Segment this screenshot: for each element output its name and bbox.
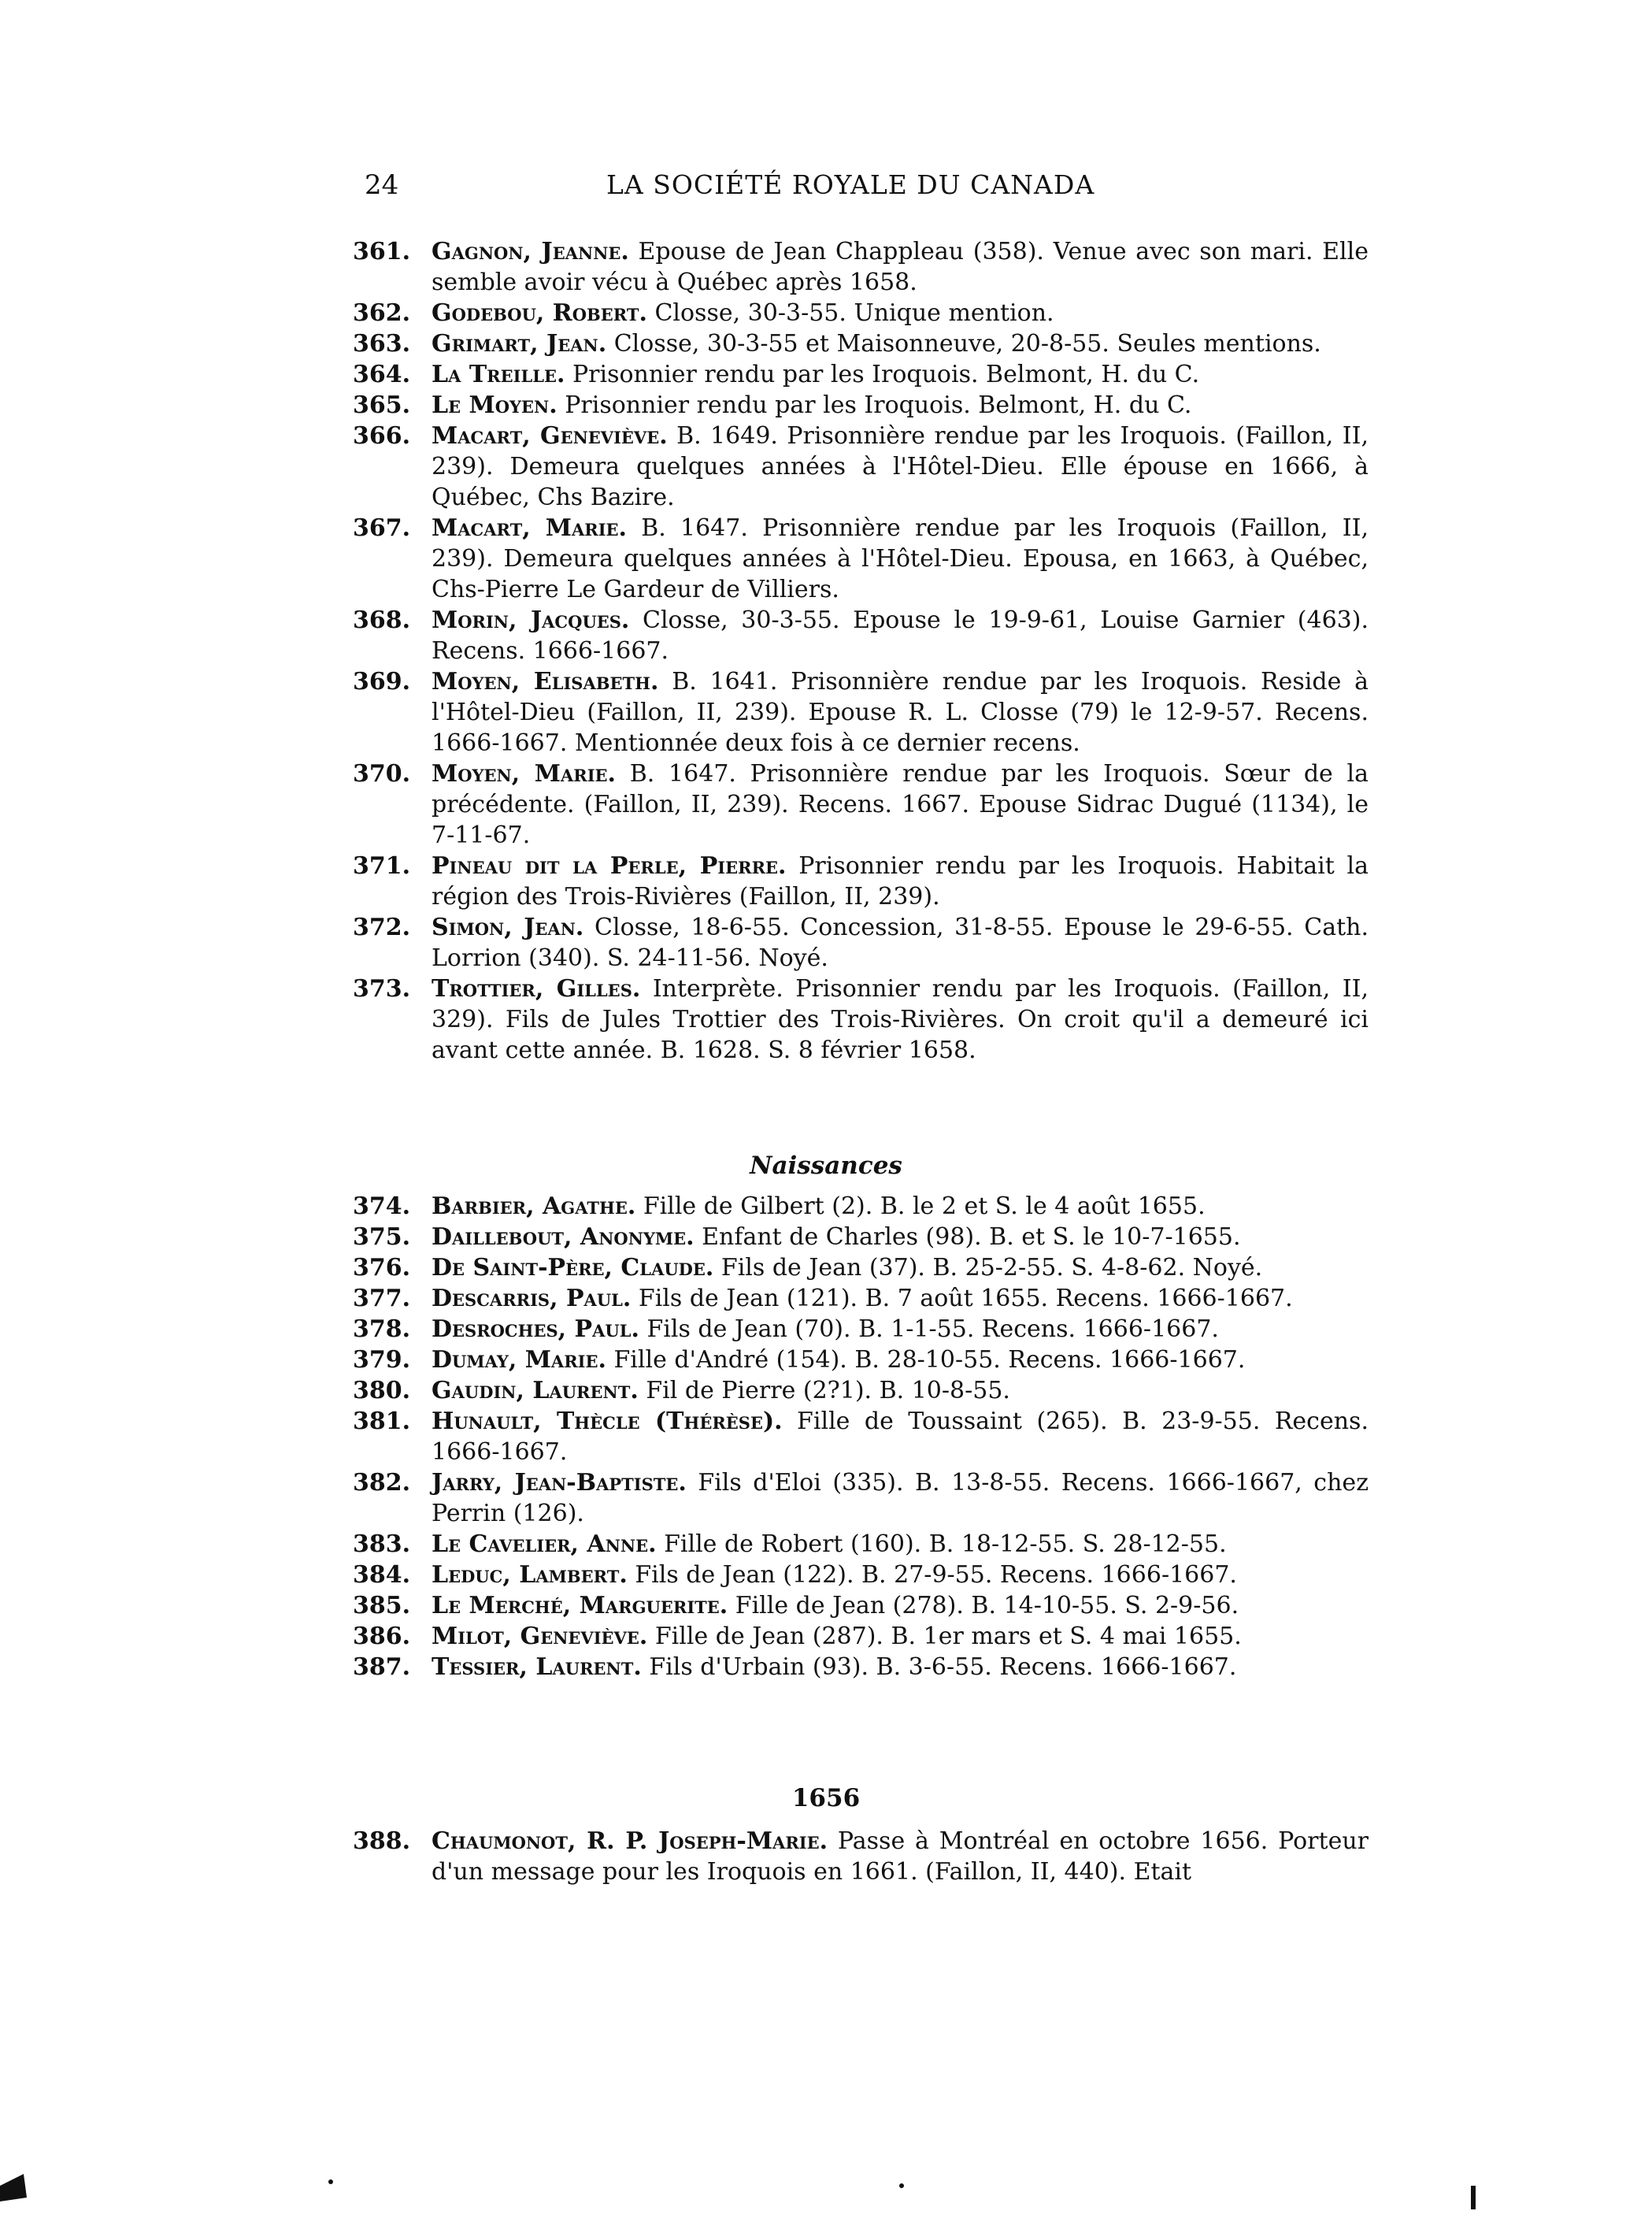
entry-name: Milot, Geneviève. [432,1623,648,1650]
entry-number: 377. [353,1285,411,1312]
entry-name: Macart, Marie. [432,514,628,542]
entry-name: Le Moyen. [432,391,557,419]
entry-name: Jarry, Jean-Baptiste. [432,1469,687,1497]
entry-number: 375. [353,1223,411,1251]
scan-speck [1471,2186,1476,2209]
entry-text: Fils d'Eloi (335). B. 13-8-55. Recens. 1666-1667, chez Perrin (126). [432,1469,1369,1527]
entry-name: Tessier, Laurent. [432,1653,642,1681]
entry-number: 369. [353,668,411,695]
entry-number: 363. [353,330,411,358]
entry-text: Fils de Jean (121). B. 7 août 1655. Recens. 1666-1667. [631,1285,1293,1312]
entry-text: Prisonnier rendu par les Iroquois. Belmont, H. du C. [565,361,1200,388]
entry-text: Fils de Jean (122). B. 27-9-55. Recens. 1666-1667. [627,1561,1237,1589]
entry-name: Daillebout, Anonyme. [432,1223,695,1251]
scan-speck [899,2183,904,2188]
entry-number: 387. [353,1653,411,1681]
entry-text: B. 1641. Prisonnière rendue par les Iroquois. Reside à l'Hôtel-Dieu (Faillon, II, 239). Epouse R. L. Closse (79) le 12-9-57. Recens. 1666-1667. Mentionnée deux fois à ce dernier recens. [432,668,1369,757]
entry-number: 382. [353,1469,411,1497]
entry-text: Fils de Jean (70). B. 1-1-55. Recens. 1666-1667. [639,1315,1219,1343]
entry-name: Gaudin, Laurent. [432,1377,639,1404]
entry-number: 373. [353,975,411,1003]
entry-number: 372. [353,914,411,941]
entry-text: Fille de Jean (278). B. 14-10-55. S. 2-9-56. [728,1592,1239,1619]
entry-name: Simon, Jean. [432,914,584,941]
entry-name: Godebou, Robert. [432,299,647,327]
entry-number: 385. [353,1592,411,1619]
entry-name: Moyen, Marie. [432,760,617,788]
entry-text: Closse, 30-3-55 et Maisonneuve, 20-8-55. Seules mentions. [606,330,1321,358]
entry-text: B. 1649. Prisonnière rendue par les Iroquois. (Faillon, II, 239). Demeura quelques années à l'Hôtel-Dieu. Elle épouse en 1666, à Québec, Chs Bazire. [432,422,1369,511]
page-number: 24 [365,169,399,201]
entry-number: 374. [353,1193,411,1220]
entry-text: Fille de Gilbert (2). B. le 2 et S. le 4 août 1655. [635,1193,1206,1220]
entry-name: Dumay, Marie. [432,1346,606,1374]
entry-name: Leduc, Lambert. [432,1561,628,1589]
entry-number: 380. [353,1377,411,1404]
entry-text: Fille de Robert (160). B. 18-12-55. S. 28-12-55. [656,1530,1227,1558]
entry-text: Prisonnier rendu par les Iroquois. Habitait la région des Trois-Rivières (Faillon, II, 239). [432,852,1369,911]
entry-text: Enfant de Charles (98). B. et S. le 10-7-1655. [694,1223,1241,1251]
entry-name: Grimart, Jean. [432,330,607,358]
entry-text: B. 1647. Prisonnière rendue par les Iroquois (Faillon, II, 239). Demeura quelques années à l'Hôtel-Dieu. Epousa, en 1663, à Québec, Chs-Pierre Le Gardeur de Villiers. [432,514,1369,603]
entry-text: Fille d'André (154). B. 28-10-55. Recens. 1666-1667. [606,1346,1246,1374]
entry-name: Chaumonot, R. P. Joseph-Marie. [432,1827,828,1855]
entry-text: Fille de Jean (287). B. 1er mars et S. 4 mai 1655. [647,1623,1242,1650]
entry-number: 376. [353,1254,411,1282]
entry-number: 366. [353,422,411,450]
entry-text: Closse, 18-6-55. Concession, 31-8-55. Epouse le 29-6-55. Cath. Lorrion (340). S. 24-11-56. Noyé. [432,914,1369,972]
entry-text: Fils d'Urbain (93). B. 3-6-55. Recens. 1666-1667. [641,1653,1237,1681]
entry-number: 367. [353,514,411,542]
entry-name: Macart, Geneviève. [432,422,668,450]
entry-number: 378. [353,1315,411,1343]
entry-text: Fille de Toussaint (265). B. 23-9-55. Recens. 1666-1667. [432,1408,1369,1466]
year-heading: 1656 [791,1784,861,1812]
entry-text: Interprète. Prisonnier rendu par les Iroquois. (Faillon, II, 329). Fils de Jules Trottier des Trois-Rivières. On croit qu'il a demeuré ici avant cette année. B. 1628. S. 8 février 1658. [432,975,1369,1064]
entry-number: 384. [353,1561,411,1589]
entry-text: Fils de Jean (37). B. 25-2-55. S. 4-8-62. Noyé. [713,1254,1263,1282]
entry-text: Closse, 30-3-55. Epouse le 19-9-61, Louise Garnier (463). Recens. 1666-1667. [432,606,1369,665]
entry-number: 368. [353,606,411,634]
entry-number: 383. [353,1530,411,1558]
scan-speck [0,2174,27,2201]
entry-name: Trottier, Gilles. [432,975,641,1003]
entry-name: Moyen, Elisabeth. [432,668,659,695]
entry-name: Pineau dit la Perle, Pierre. [432,852,787,880]
running-head: LA SOCIÉTÉ ROYALE DU CANADA [606,169,1095,200]
entry-text: Passe à Montréal en octobre 1656. Porteur d'un message pour les Iroquois en 1661. (Faillon, II, 440). Etait [432,1827,1369,1886]
entry-name: Gagnon, Jeanne. [432,238,629,265]
entry-name: Le Merché, Marguerite. [432,1592,728,1619]
entry-name: Hunault, Thècle (Thérèse). [432,1408,783,1435]
entry-name: La Treille. [432,361,565,388]
entry-number: 362. [353,299,411,327]
entry-number: 379. [353,1346,411,1374]
entry-name: Desroches, Paul. [432,1315,639,1343]
entry-name: Barbier, Agathe. [432,1193,636,1220]
entry-text: Prisonnier rendu par les Iroquois. Belmont, H. du C. [557,391,1192,419]
entry-name: De Saint-Père, Claude. [432,1254,714,1282]
entry-text: B. 1647. Prisonnière rendue par les Iroquois. Sœur de la précédente. (Faillon, II, 239). Recens. 1667. Epouse Sidrac Dugué (1134), le 7-11-67. [432,760,1369,849]
entry-number: 386. [353,1623,411,1650]
entry-text: Closse, 30-3-55. Unique mention. [646,299,1054,327]
entry-number: 364. [353,361,411,388]
entry-text: Fil de Pierre (2?1). B. 10-8-55. [638,1377,1010,1404]
entry-number: 381. [353,1408,411,1435]
entry-number: 361. [353,238,411,265]
section-title-naissances: Naissances [750,1152,902,1180]
scan-speck [328,2179,333,2184]
entry-text: Epouse de Jean Chappleau (358). Venue avec son mari. Elle semble avoir vécu à Québec après 1658. [432,238,1369,296]
entry-name: Morin, Jacques. [432,606,630,634]
entry-number: 370. [353,760,411,788]
entry-name: Descarris, Paul. [432,1285,632,1312]
entry-number: 365. [353,391,411,419]
entry-name: Le Cavelier, Anne. [432,1530,657,1558]
entry-number: 371. [353,852,411,880]
entry-number: 388. [353,1827,411,1855]
